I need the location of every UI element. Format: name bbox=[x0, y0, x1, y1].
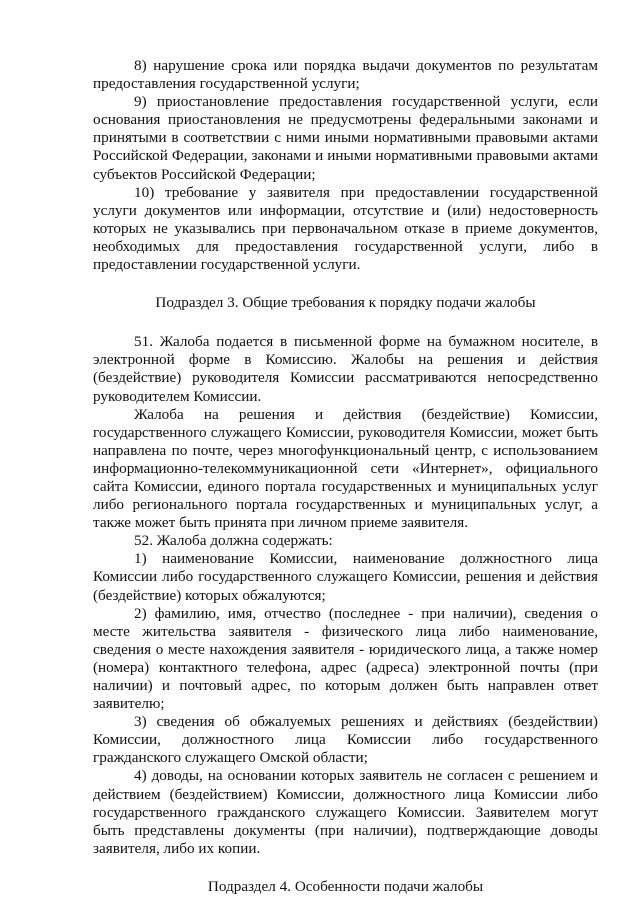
paragraph-52: 52. Жалоба должна содержать: bbox=[134, 532, 333, 550]
list-item-8: 8) нарушение срока или порядка выдачи документов по результатам предоставления государственной услуги; bbox=[93, 57, 598, 93]
paragraph-51-delivery: Жалоба на решения и действия (бездействие) Комиссии, государственного служащего Комиссии, руководителя Комиссии, может быть направлена по почте, через многофункциональный центр, с использованием информационно-телекоммуникационной сети «Интернет», официального сайта Комиссии, единого портала государственных и муниципальных услуг либо регионального портала государственных и муниципальных услуг, а также может быть принята при личном приеме заявителя. bbox=[93, 405, 598, 532]
list-item-10: 10) требование у заявителя при предоставлении государственной услуги документов или информации, отсутствие и (или) недостоверность которых не указывались при первоначальном отказе в приеме документов, необходимых для предоставления государственной услуги, либо в предоставлении государственной услуги. bbox=[93, 183, 598, 274]
document-page bbox=[93, 57, 598, 896]
spacer bbox=[93, 274, 598, 294]
requirement-item-1: 1) наименование Комиссии, наименование должностного лица Комиссии либо государственного служащего Комиссии, решения и действия (бездействие) которых обжалуются; bbox=[93, 550, 598, 604]
requirement-item-2: 2) фамилию, имя, отчество (последнее - при наличии), сведения о месте жительства заявителя - физического лица либо наименование, сведения о месте нахождения заявителя - юридического лица, а также номер (номера) контактного телефона, адрес (адреса) электронной почты (при наличии) и почтовый адрес, по которым должен быть направлен ответ заявителю; bbox=[93, 604, 598, 713]
spacer bbox=[93, 858, 598, 878]
requirement-item-3: 3) сведения об обжалуемых решениях и действиях (бездействии) Комиссии, должностного лица Комиссии либо государственного гражданского служащего Омской области; bbox=[93, 713, 598, 767]
list-item-9: 9) приостановление предоставления государственной услуги, если основания приостановления не предусмотрены федеральными законами и принятыми в соответствии с ними иными нормативными правовыми актами Российской Федерации, законами и иными нормативными правовыми актами субъектов Российской Федерации; bbox=[93, 93, 598, 183]
requirement-item-4: 4) доводы, на основании которых заявитель не согласен с решением и действием (бездействием) Комиссии, должностного лица Комиссии либо государственного гражданского служащего Комиссии. Заявителем могут быть представлены документы (при наличии), подтверждающие доводы заявителя, либо их копии. bbox=[93, 767, 598, 857]
spacer bbox=[93, 312, 598, 333]
subsection-4-title: Подраздел 4. Особенности подачи жалобы bbox=[207, 877, 484, 895]
paragraph-51: 51. Жалоба подается в письменной форме на бумажном носителе, в электронной форме в Комиссию. Жалобы на решения и действия (бездействие) руководителя Комиссии рассматриваются непосредственно руководителем Комиссии. bbox=[93, 333, 598, 405]
subsection-3-title: Подраздел 3. Общие требования к порядку подачи жалобы bbox=[155, 294, 536, 312]
